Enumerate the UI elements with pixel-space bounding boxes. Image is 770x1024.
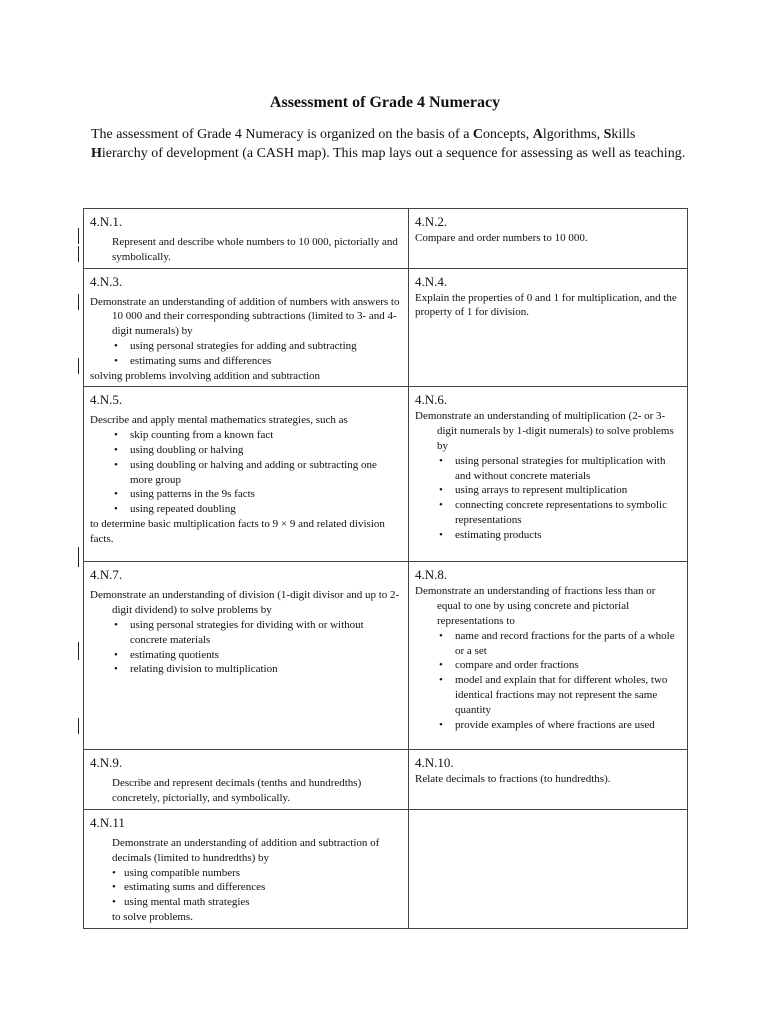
outcome-bullets [90, 618, 402, 677]
list-item: • relating division to multiplication [114, 662, 402, 677]
intro-paragraph: The assessment of Grade 4 Numeracy is organized on the basis of a Concepts, Algorithms, Skills Hierarchy of development (a CASH map). This map lays out a sequence for assessing as well as teaching. [91, 127, 686, 161]
outcome-cell-4n2 [409, 209, 688, 269]
outcome-code: 4.N.9. [90, 755, 123, 771]
list-item: • using arrays to represent multiplication [439, 483, 681, 498]
outcome-description: Demonstrate an understanding of addition and subtraction of decimals (limited to hundredths) by [112, 836, 380, 864]
outcome-bullets [415, 629, 681, 733]
list-item: • compare and order fractions [439, 658, 681, 673]
list-item: • skip counting from a known fact [114, 428, 402, 443]
list-item: • using personal strategies for adding and subtracting [114, 339, 402, 354]
outcome-tail: solving problems involving addition and subtraction [90, 369, 321, 382]
change-bar [78, 294, 79, 310]
list-item: • estimating quotients [114, 648, 402, 663]
outcome-cell-4n9 [84, 750, 409, 810]
list-item: • estimating sums and differences [114, 354, 402, 369]
outcome-cell-4n3 [84, 268, 409, 387]
list-item: • estimating products [439, 528, 681, 543]
outcome-code: 4.N.2. [415, 214, 448, 229]
outcome-code: 4.N.8. [415, 567, 448, 583]
change-bar [78, 358, 79, 374]
list-item: • using doubling or halving and adding or subtracting one more group [114, 458, 402, 488]
outcome-cell-4n1 [84, 209, 409, 269]
change-bar [78, 642, 79, 660]
outcome-code: 4.N.10. [415, 755, 454, 771]
outcome-cell-4n8 [409, 562, 688, 750]
list-item: • using repeated doubling [114, 502, 402, 517]
change-bar [78, 246, 79, 262]
outcome-description: Compare and order numbers to 10 000. [415, 232, 588, 244]
outcome-description: Demonstrate an understanding of fractions less than or equal to one by using concrete and pictorial representations to [415, 585, 656, 627]
outcome-description: Explain the properties of 0 and 1 for multiplication, and the property of 1 for division. [415, 291, 677, 319]
outcome-cell-4n4 [409, 268, 688, 387]
outcomes-table [83, 208, 688, 929]
list-item: • using compatible numbers [112, 866, 402, 881]
outcome-description: Describe and represent decimals (tenths and hundredths) concretely, pictorially, and symbolically. [112, 777, 362, 805]
outcome-code: 4.N.3. [90, 273, 123, 289]
list-item: • provide examples of where fractions are used [439, 718, 681, 733]
list-item: • connecting concrete representations to symbolic representations [439, 498, 681, 528]
outcome-tail: to determine basic multiplication facts to 9 × 9 and related division facts. [90, 517, 385, 545]
outcome-code: 4.N.5. [90, 392, 123, 408]
outcome-description: Describe and apply mental mathematics strategies, such as [90, 414, 348, 427]
outcome-description: Demonstrate an understanding of division (1-digit divisor and up to 2-digit dividend) to solve problems by [90, 589, 400, 617]
list-item: • using personal strategies for dividing with or without concrete materials [114, 618, 402, 648]
outcome-description: Demonstrate an understanding of multiplication (2- or 3-digit numerals by 1-digit numerals) to solve problems by [415, 410, 674, 452]
outcome-bullets [90, 339, 402, 369]
outcome-description: Relate decimals to fractions (to hundredths). [415, 773, 611, 786]
list-item: • using doubling or halving [114, 443, 402, 458]
outcome-cell-4n10 [409, 750, 688, 810]
outcome-description: Represent and describe whole numbers to 10 000, pictorially and symbolically. [112, 236, 398, 263]
list-item: • using mental math strategies [112, 895, 402, 910]
empty-cell [409, 809, 688, 928]
outcome-cell-4n11 [84, 809, 409, 928]
outcome-code: 4.N.11 [90, 814, 125, 830]
change-bar [78, 228, 79, 244]
list-item: • using patterns in the 9s facts [114, 487, 402, 502]
outcome-bullets [90, 866, 402, 910]
list-item: • using personal strategies for multiplication with and without concrete materials [439, 454, 681, 484]
outcome-cell-4n5 [84, 387, 409, 562]
outcome-code: 4.N.1. [90, 214, 123, 229]
page-title: Assessment of Grade 4 Numeracy [269, 94, 501, 111]
outcome-tail: to solve problems. [112, 910, 193, 923]
outcome-code: 4.N.7. [90, 567, 123, 583]
list-item: • model and explain that for different wholes, two identical fractions may not represent the same quantity [439, 673, 681, 717]
outcome-cell-4n7 [84, 562, 409, 750]
outcome-code: 4.N.6. [415, 392, 448, 408]
outcome-bullets [415, 454, 681, 543]
outcome-cell-4n6 [409, 387, 688, 562]
outcome-description: Demonstrate an understanding of addition of numbers with answers to 10 000 and their corresponding subtractions (limited to 3- and 4-digit numerals) by [90, 295, 400, 338]
change-bar [78, 547, 79, 567]
list-item: • estimating sums and differences [112, 880, 402, 895]
outcome-code: 4.N.4. [415, 273, 448, 289]
list-item: • name and record fractions for the parts of a whole or a set [439, 629, 681, 659]
outcome-bullets [90, 428, 402, 517]
change-bar [78, 718, 79, 734]
